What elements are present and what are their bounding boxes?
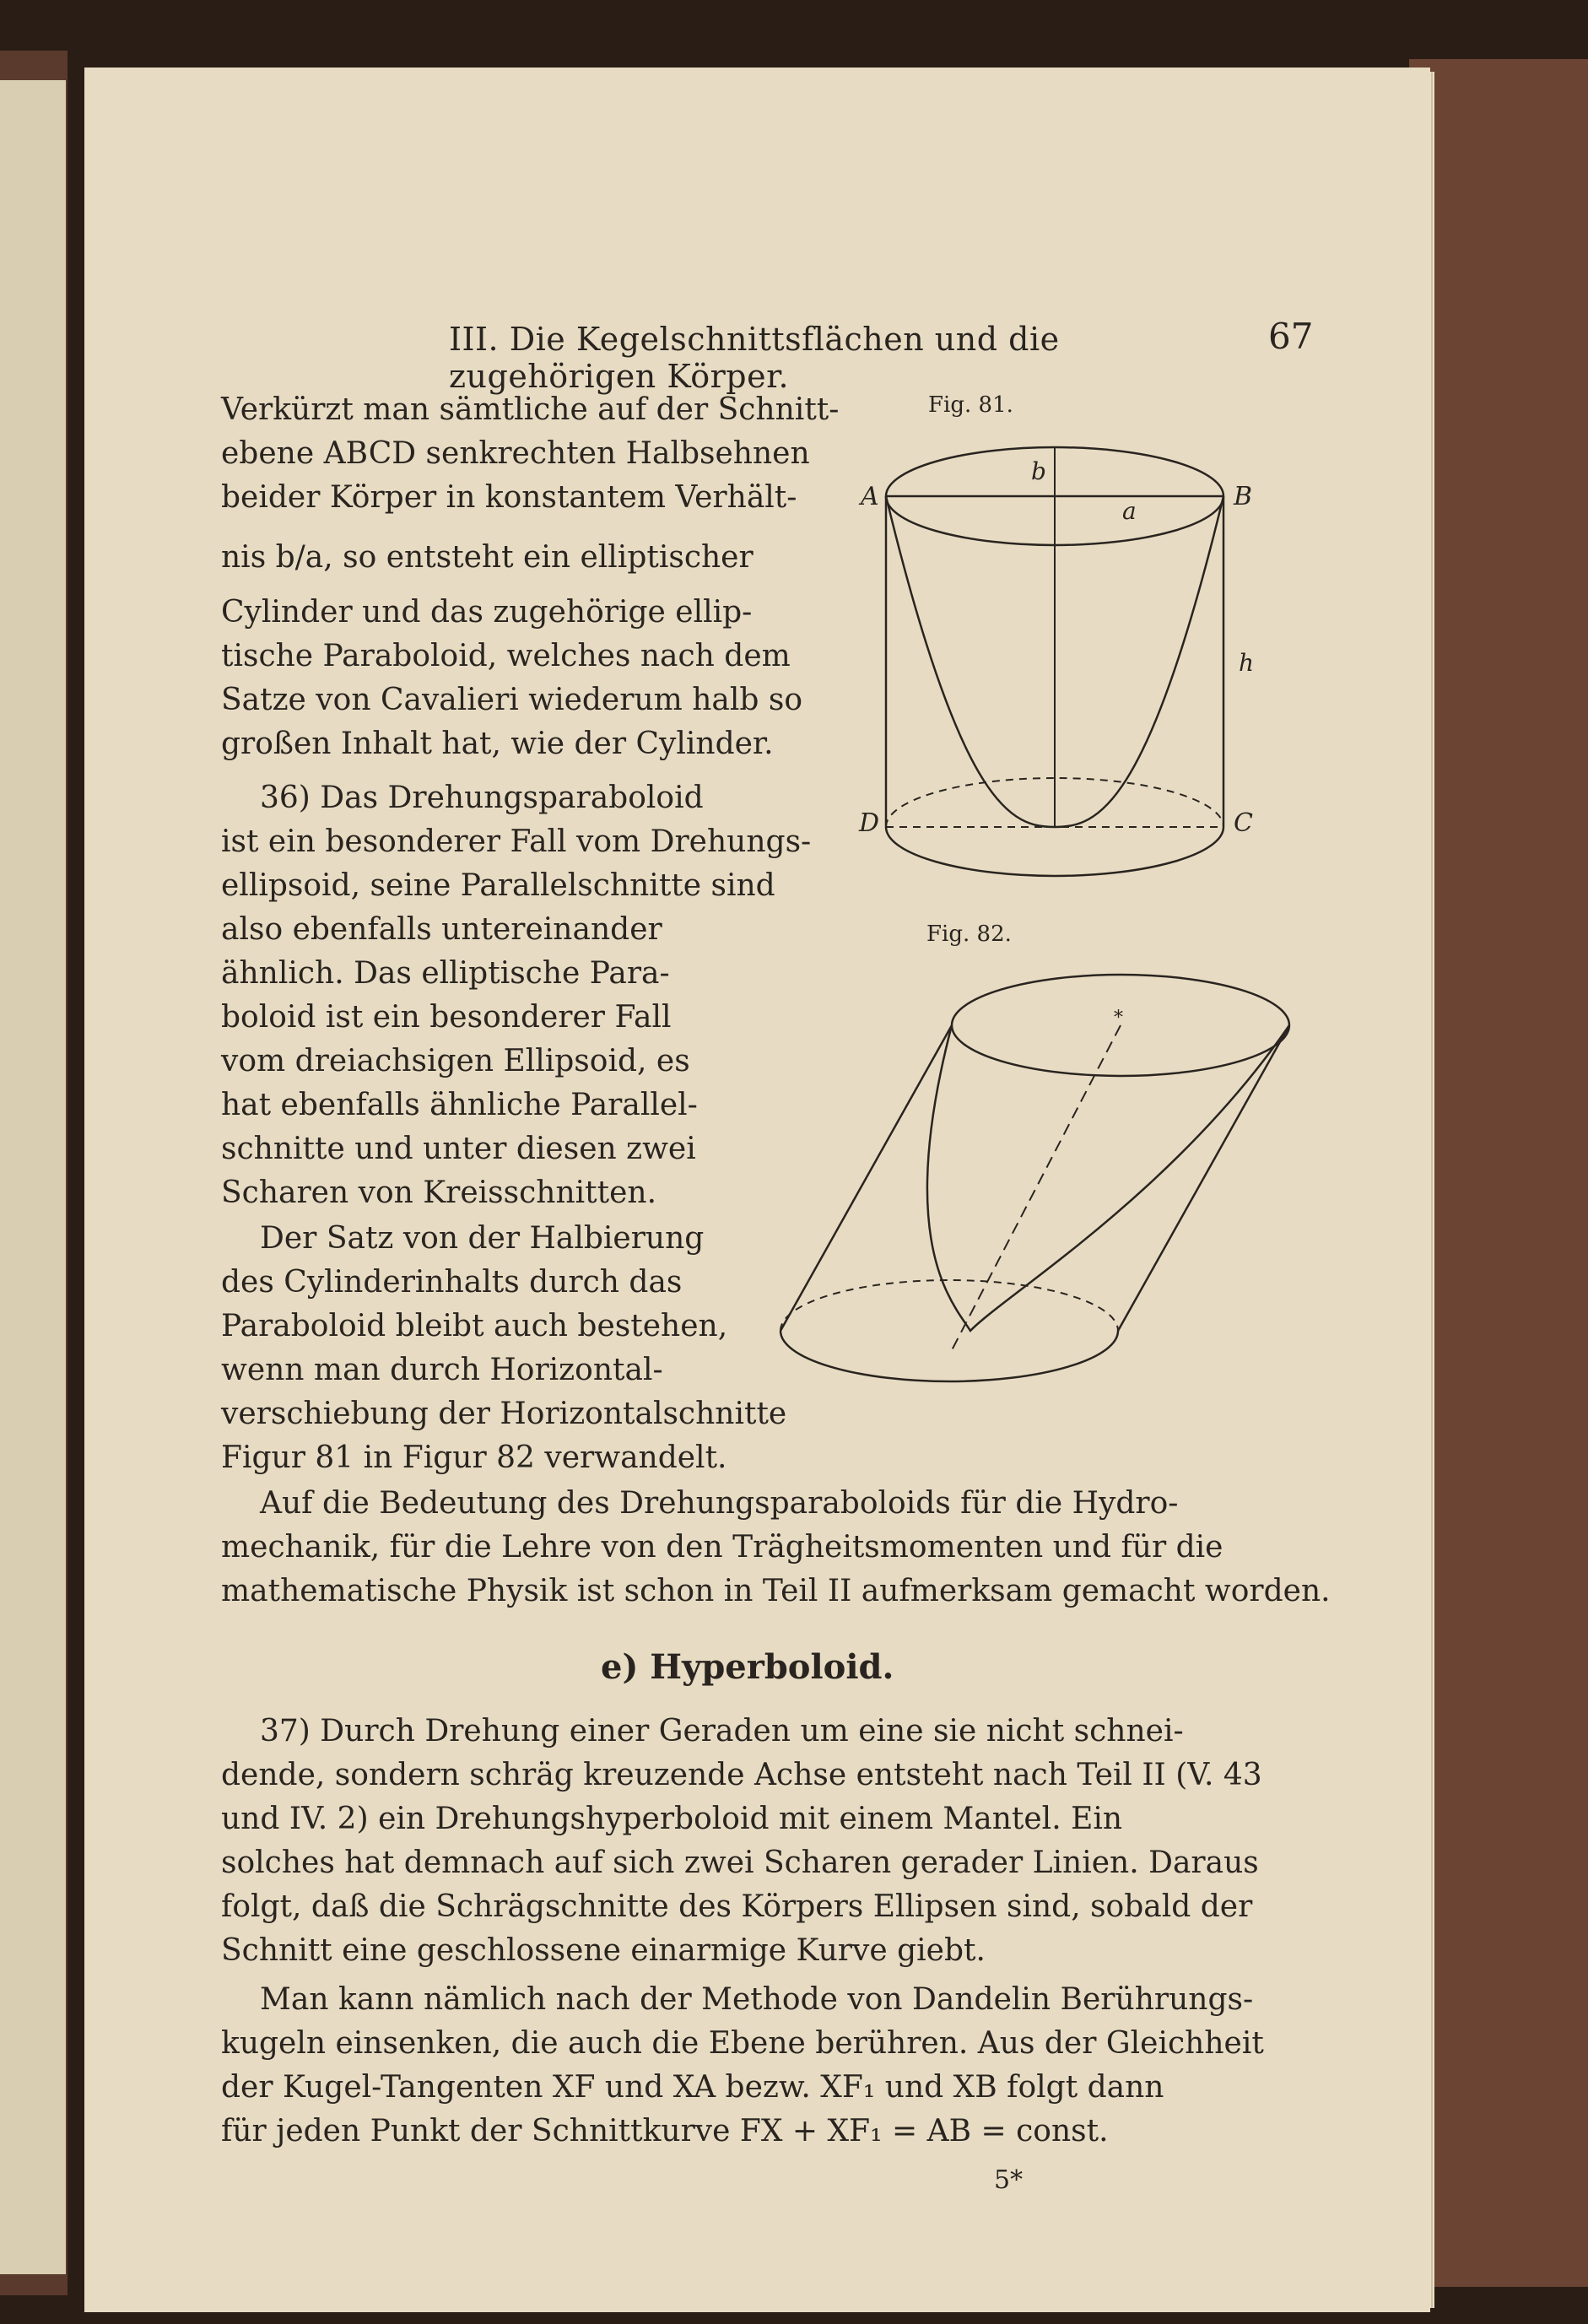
fig82-axis	[952, 1025, 1121, 1350]
text-line: ähnlich. Das elliptische Para-	[221, 956, 670, 991]
text-line: und IV. 2) ein Drehungshyperboloid mit einem Mantel. Ein	[221, 1802, 1123, 1836]
text-line: ist ein besonderer Fall vom Drehungs-	[221, 824, 812, 859]
text-line: Paraboloid bleibt auch bestehen,	[221, 1309, 728, 1343]
text-line: Auf die Bedeutung des Drehungsparaboloids für die Hydro-	[260, 1486, 1179, 1521]
figure-82-oblique-cylinder	[700, 941, 1342, 1413]
text-line: Man kann nämlich nach der Methode von Dandelin Berührungs-	[260, 1982, 1254, 2017]
text-line: Figur 81 in Figur 82 verwandelt.	[221, 1440, 727, 1475]
fig81-bottom-front	[886, 827, 1223, 876]
fig82-sheared-paraboloid	[927, 1025, 1289, 1331]
fig82-bottom-front	[780, 1331, 1118, 1381]
book-cover-right	[1409, 59, 1588, 2287]
book-page	[84, 68, 1430, 2312]
text-line: hat ebenfalls ähnliche Parallel-	[221, 1088, 698, 1122]
text-line: Cylinder und das zugehörige ellip-	[221, 595, 753, 630]
fig81-label-D: D	[859, 808, 880, 838]
text-line: Der Satz von der Halbierung	[260, 1221, 705, 1256]
text-line: ebene ABCD senkrechten Halbsehnen	[221, 436, 810, 471]
fig81-label-b: b	[1031, 457, 1046, 485]
fig81-label-A: A	[861, 482, 879, 511]
fig82-bottom-back	[780, 1280, 1118, 1331]
page-number: 67	[1268, 316, 1314, 357]
fig82-caption: Fig. 82.	[926, 921, 1012, 947]
text-line: mechanik, für die Lehre von den Trägheitsmomenten und für die	[221, 1530, 1223, 1565]
text-line: boloid ist ein besonderer Fall	[221, 1000, 672, 1035]
fig82-apex-mark: *	[1114, 1008, 1123, 1029]
text-line: folgt, daß die Schrägschnitte des Körpers Ellipsen sind, sobald der	[221, 1889, 1253, 1924]
text-line: schnitte und unter diesen zwei	[221, 1132, 696, 1166]
section-heading: e) Hyperboloid.	[601, 1647, 894, 1687]
text-line: nis b/a, so entsteht ein elliptischer	[221, 540, 753, 575]
fig82-left-side	[780, 1025, 952, 1331]
figure-81-cylinder-paraboloid	[793, 413, 1333, 903]
text-line: großen Inhalt hat, wie der Cylinder.	[221, 727, 774, 761]
text-line: wenn man durch Horizontal-	[221, 1353, 663, 1387]
text-line: mathematische Physik ist schon in Teil II aufmerksam gemacht worden.	[221, 1574, 1331, 1608]
text-line: tische Paraboloid, welches nach dem	[221, 639, 791, 673]
previous-page-edge	[0, 80, 66, 2274]
text-line: 36) Das Drehungsparaboloid	[260, 781, 704, 815]
text-line: 37) Durch Drehung einer Geraden um eine sie nicht schnei-	[260, 1714, 1184, 1748]
fig81-label-C: C	[1234, 808, 1253, 838]
fig81-label-B: B	[1234, 482, 1253, 511]
text-line: des Cylinderinhalts durch das	[221, 1265, 683, 1300]
text-line: Verkürzt man sämtliche auf der Schnitt-	[221, 392, 840, 427]
text-line: verschiebung der Horizontalschnitte	[221, 1397, 787, 1431]
signature-mark: 5*	[994, 2165, 1024, 2195]
text-line: solches hat demnach auf sich zwei Scharen gerader Linien. Daraus	[221, 1846, 1259, 1880]
text-line: für jeden Punkt der Schnittkurve FX + XF₁ = AB = const.	[221, 2114, 1109, 2148]
text-line: Schnitt eine geschlossene einarmige Kurve giebt.	[221, 1933, 986, 1968]
text-line: also ebenfalls untereinander	[221, 912, 662, 947]
fig81-label-a: a	[1122, 497, 1137, 525]
fig82-right-side	[1118, 1025, 1289, 1331]
text-line: ellipsoid, seine Parallelschnitte sind	[221, 868, 775, 903]
text-line: Satze von Cavalieri wiederum halb so	[221, 683, 803, 717]
text-line: vom dreiachsigen Ellipsoid, es	[221, 1044, 690, 1078]
text-line: Scharen von Kreisschnitten.	[221, 1176, 657, 1210]
text-line: kugeln einsenken, die auch die Ebene berühren. Aus der Gleichheit	[221, 2026, 1264, 2061]
running-header: III. Die Kegelschnittsflächen und die zugehörigen Körper.	[449, 321, 1060, 395]
text-line: der Kugel-Tangenten XF und XA bezw. XF₁ und XB folgt dann	[221, 2070, 1164, 2105]
fig81-caption: Fig. 81.	[928, 392, 1013, 418]
text-line: beider Körper in konstantem Verhält-	[221, 480, 797, 515]
text-line: dende, sondern schräg kreuzende Achse entsteht nach Teil II (V. 43	[221, 1758, 1262, 1792]
fig81-label-h: h	[1239, 649, 1255, 677]
